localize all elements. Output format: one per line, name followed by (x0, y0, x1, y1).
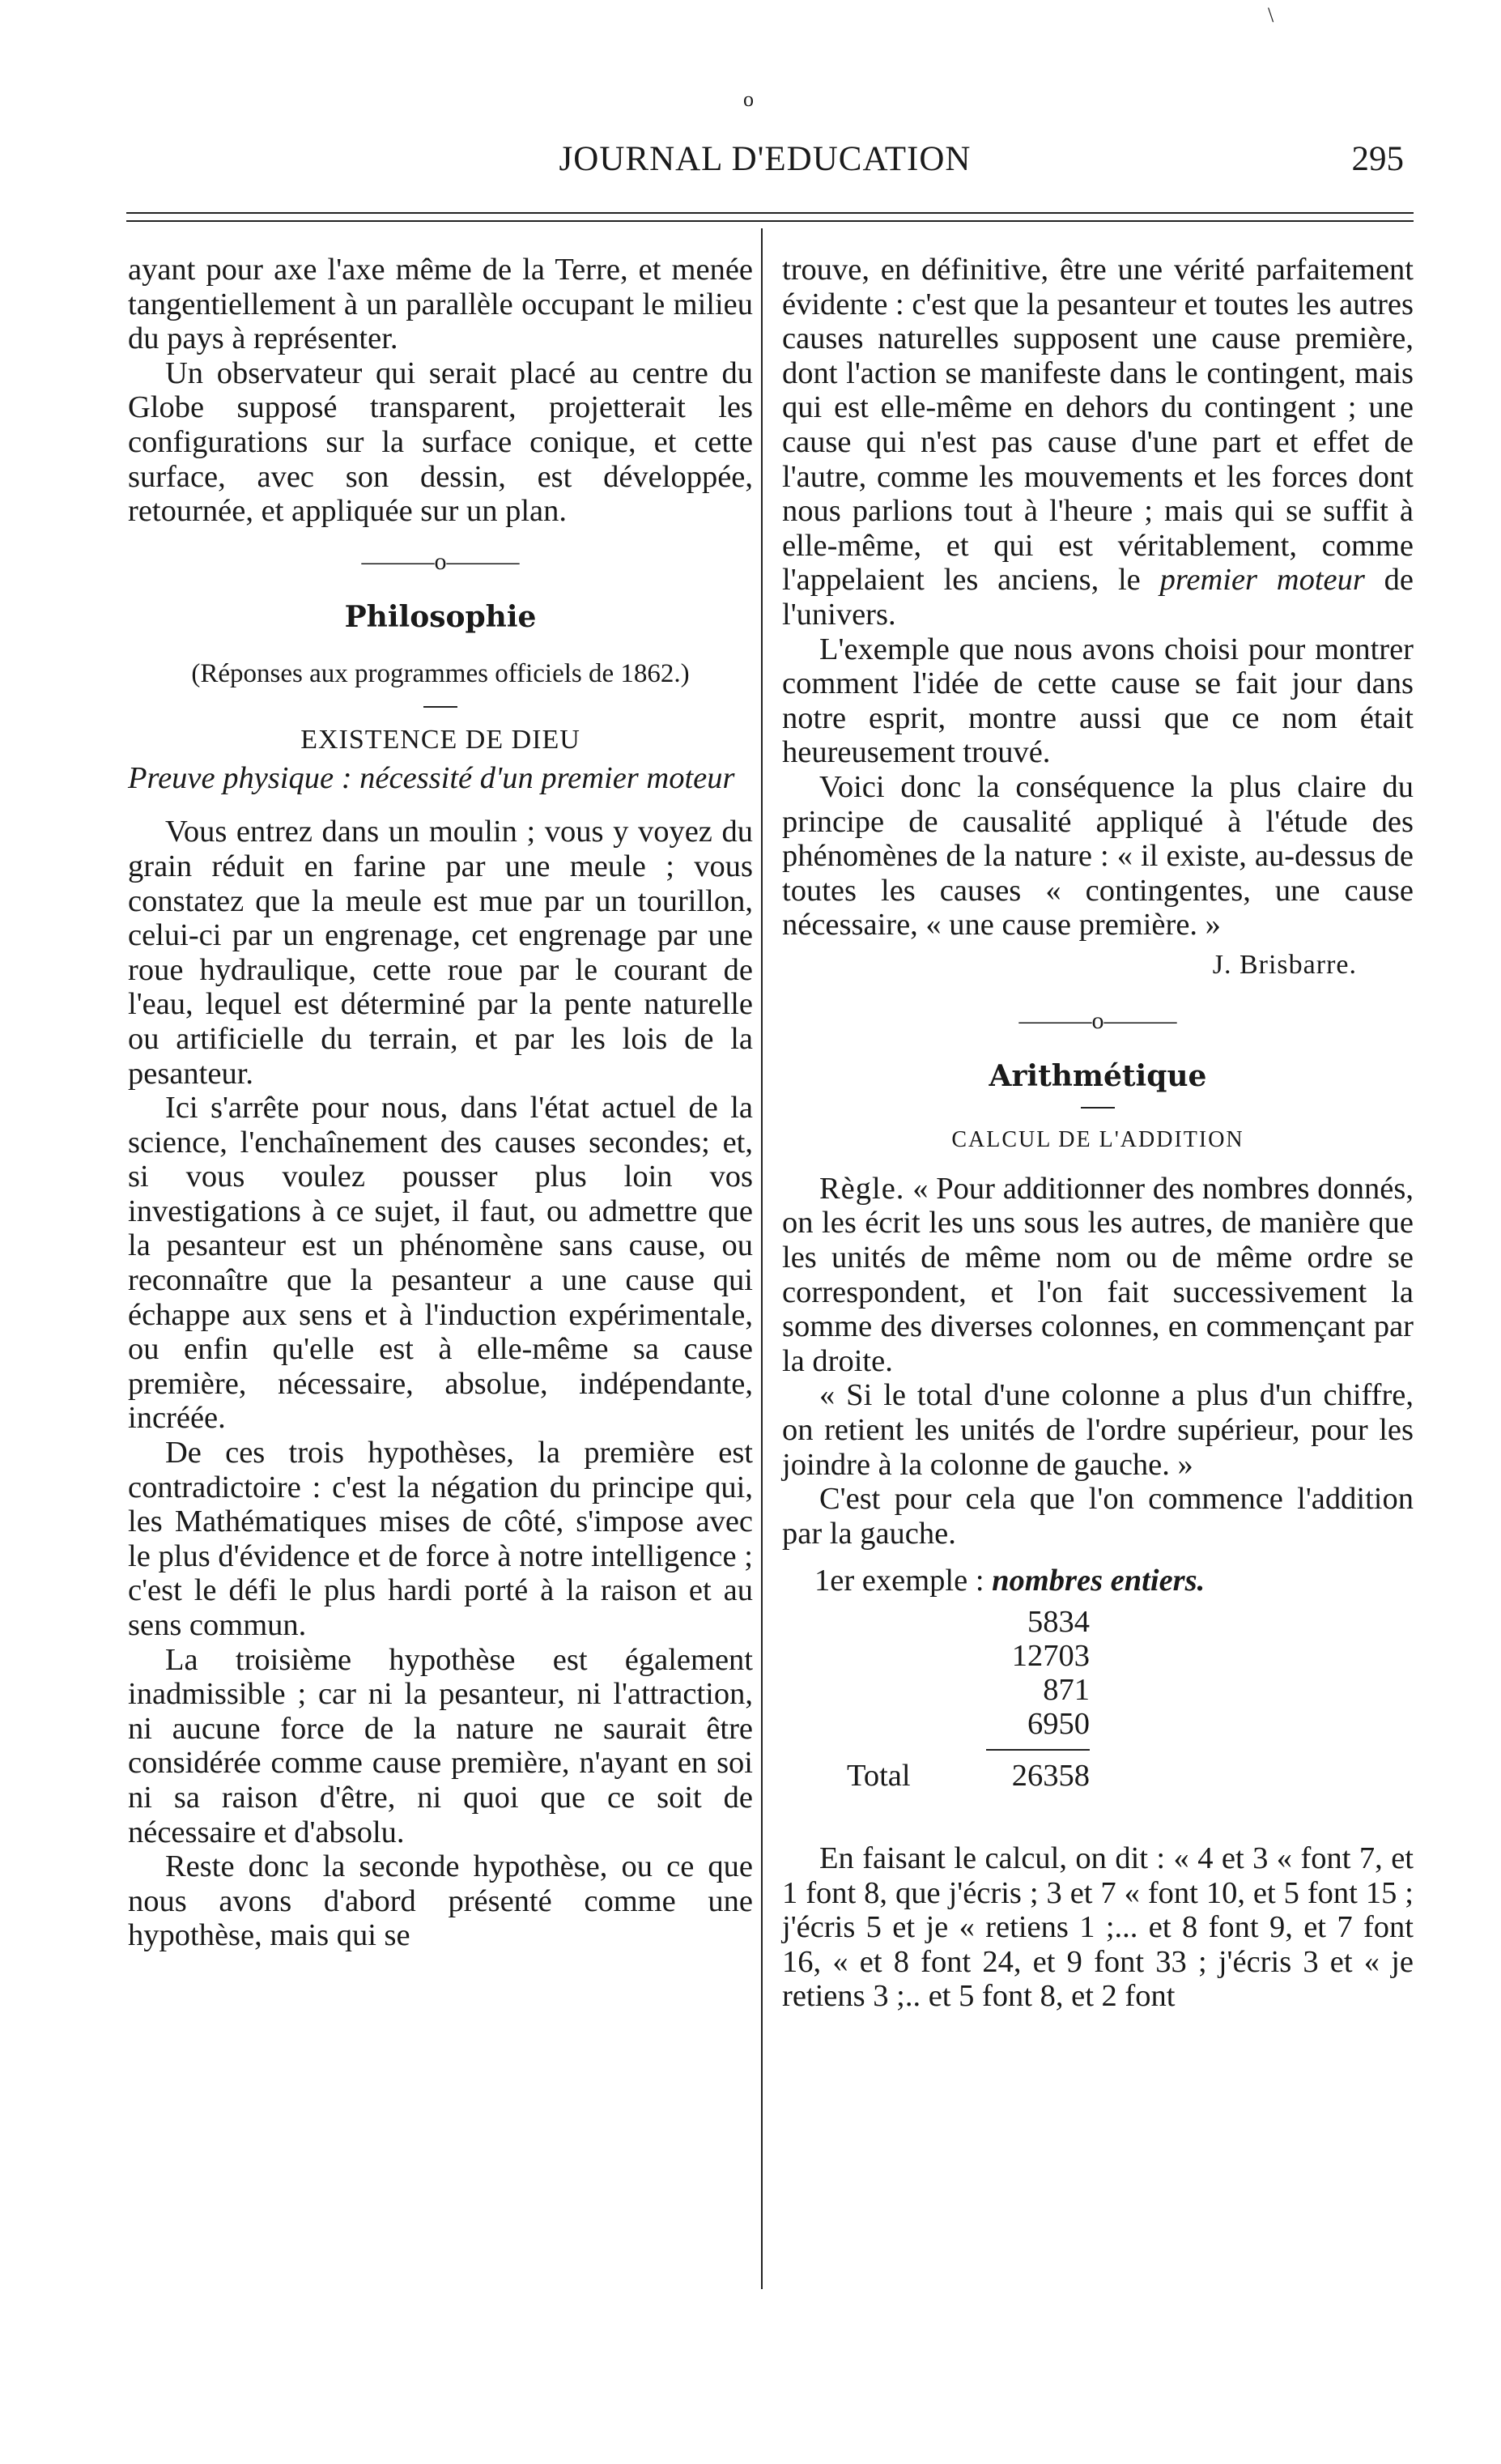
paragraph: « Si le total d'une colonne a plus d'un chiffre, on retient les unités de l'ordre supérieur, pour les joindre à la colonne de gauche. » (782, 1378, 1414, 1482)
paragraph: Un observateur qui serait placé au centre du Globe supposé transparent, projetterait les configurations sur la surface conique, et cette surface, avec son dessin, est développée, retournée, et appliquée sur un plan. (128, 355, 753, 529)
section-title: Philosophie (344, 599, 537, 634)
top-mark: o (743, 87, 754, 111)
journal-title: JOURNAL D'EDUCATION (559, 140, 972, 178)
page-header (126, 139, 1404, 188)
article-heading: EXISTENCE DE DIEU (300, 724, 580, 755)
example-label-line (782, 1564, 1414, 1598)
paragraph: Reste donc la seconde hypothèse, ou ce que nous avons d'abord présenté comme une hypothèse, mais qui se (128, 1849, 753, 1953)
section-separator: ———o——— (361, 547, 520, 575)
corner-mark: \ (1268, 3, 1274, 27)
paragraph: L'exemple que nous avons choisi pour montrer comment l'idée de cette cause se fait jour dans notre esprit, montre aussi que ce nom était heureusement trouvé. (782, 632, 1414, 770)
paragraph: Ici s'arrête pour nous, dans l'état actuel de la science, l'enchaînement des causes secondes; et, si vous voulez pousser plus loin vos investigations à ce sujet, il faut, ou admettre que la pesanteur est un phénomène sans cause, ou reconnaître que la pesanteur a une cause qui échappe aux sens et à l'induction expérimentale, ou enfin qu'elle est à elle-même sa cause première, nécessaire, absolue, indépendante, incréée. (128, 1091, 753, 1436)
paragraph: La troisième hypothèse est également inadmissible ; car ni la pesanteur, ni l'attraction, ni aucune force de la nature ne saurait être considérée comme cause première, n'ayant en soi ni sa raison d'être, ni quoi que ce soit de nécessaire et d'absolu. (128, 1642, 753, 1849)
emphasis: premier moteur (1159, 563, 1365, 598)
example-label: 1er exemple : (814, 1564, 984, 1598)
author-signature: J. Brisbarre. (1212, 949, 1357, 980)
paragraph: Voici donc la conséquence la plus claire du principe de causalité appliqué à l'étude des phénomènes de la nature : « il existe, au-dessus de toutes les causes « contingentes, une cause nécessaire, « une cause première. » (782, 769, 1414, 943)
addend: 871 (1043, 1673, 1090, 1707)
header-rule-bottom (126, 220, 1414, 222)
paragraph: trouve, en définitive, être une vérité parfaitement évidente : c'est que la pesanteur et toutes les autres causes naturelles supposent une cause première, dont l'action se manifeste dans le contingent, mais qui est elle-même en dehors du contingent ; une cause qui n'est pas cause d'une part et effet de l'autre, comme les mouvements et les forces dont nous parlions tout à l'heure ; mais qui se suffit à elle-même, et qui est véritablement, comme l'appelaient les anciens, le premier moteur de l'univers. (782, 253, 1414, 632)
header-rule-top (126, 212, 1414, 214)
paragraph: ayant pour axe l'axe même de la Terre, et menée tangentiellement à un parallèle occupant le milieu du pays à représenter. (128, 253, 753, 356)
example-title: nombres entiers. (992, 1564, 1205, 1598)
rule-label: Règle. (819, 1171, 905, 1206)
article-heading: CALCUL DE L'ADDITION (951, 1126, 1244, 1152)
paragraph: De ces trois hypothèses, la première est contradictoire : c'est la négation du principe qui, les Mathématiques mises de côté, s'impose avec le plus d'évidence et de force à notre intelligence ; c'est le défi le plus hardi porté à la raison et au sens commun. (128, 1436, 753, 1642)
section-subtitle: (Réponses aux programmes officiels de 1862.) (191, 658, 690, 688)
section-separator: ———o——— (1018, 1006, 1177, 1034)
addend: 12703 (1011, 1639, 1090, 1673)
rule-paragraph (782, 1172, 1414, 1379)
sum-rule (986, 1749, 1090, 1751)
total-label: Total (847, 1759, 911, 1793)
column-divider (761, 228, 763, 2289)
paragraph: Vous entrez dans un moulin ; vous y voyez du grain réduit en farine par une meule ; vous constatez que la meule est mue par un tourillon, celui-ci par un engrenage, cet engrenage par une roue hydraulique, cette roue par le courant de l'eau, lequel est déterminé par la pente naturelle ou artificielle du terrain, et par les lois de la pesanteur. (128, 815, 753, 1091)
article-subheading: Preuve physique : nécessité d'un premier moteur (128, 760, 735, 795)
rule-text: « Pour additionner des nombres donnés, on les écrit les uns sous les autres, de manière que les unités de même nom ou de même ordre se correspondent, et l'on fait successivement la somme des diverses colonnes, en commençant par la droite. (782, 1171, 1414, 1378)
short-rule (423, 706, 457, 708)
paragraph: En faisant le calcul, on dit : « 4 et 3 « font 7, et 1 font 8, que j'écris ; 3 et 7 « font 10, et 5 font 15 ; j'écris 5 et je « retiens 1 ;... et 8 font 9, et 7 font 16, « et 8 font 24, et 9 font 33 ; j'écris 3 et « je retiens 3 ;.. et 5 font 8, et 2 font (782, 1841, 1414, 2014)
addend: 6950 (1027, 1707, 1090, 1741)
paragraph: C'est pour cela que l'on commence l'addition par la gauche. (782, 1482, 1414, 1551)
addition-example (782, 1598, 1414, 1841)
section-title: Arithmétique (989, 1058, 1207, 1093)
addend: 5834 (1027, 1605, 1090, 1639)
right-column (782, 253, 1414, 2014)
page-number: 295 (1351, 140, 1404, 178)
short-rule (1081, 1107, 1115, 1109)
total-value: 26358 (1011, 1759, 1090, 1793)
left-column (128, 253, 753, 1953)
